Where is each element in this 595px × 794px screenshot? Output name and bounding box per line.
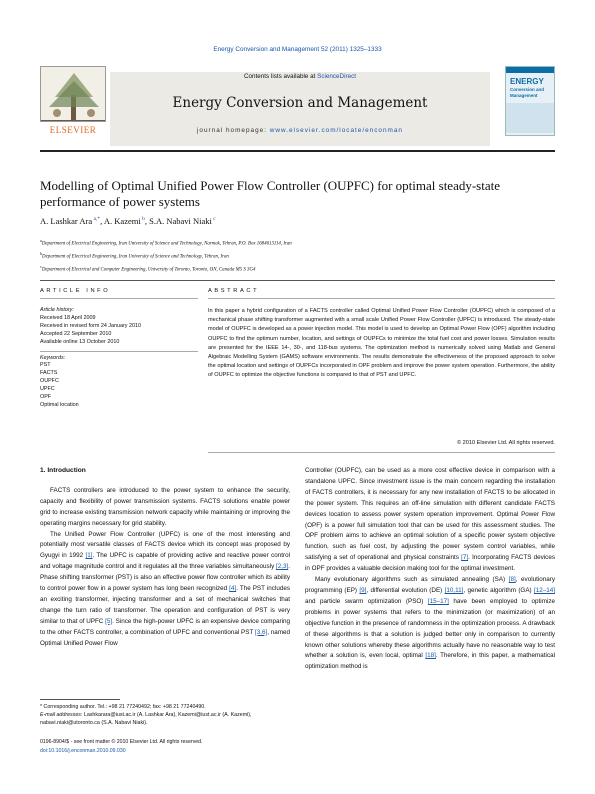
email-line — [40, 711, 295, 727]
footnote — [40, 703, 295, 728]
article-info — [40, 307, 198, 410]
citation-link[interactable]: [15–17] — [427, 597, 449, 605]
contents-prefix: Contents lists available at — [243, 73, 318, 80]
abstract-text: In this paper a hybrid configuration of a FACTS controller called Optimal Unified Power Flow Controller (OUPFC) which is composed of a mechanical phase shifting transformer augmented with a small scale Unified Power Flow Controller (UPFC) is introduced. The steady-state model of OUPFC is developed as a power injection model. This model is used to develop an Optimal Power Flow (OPF) algorithm including OUPFC to find the optimum number, location, and settings of OUPFCs to minimize the total fuel cost and power losses. Simulation results are presented for the IEEE 14-, 30-, and 118-bus systems. The optimization method is numerically solved using Matlab and General Algebraic Modelling System (GAMS) software environments. The results demonstrate the effectiveness of the proposed approach to solve the optimal location and settings of OUPFCs incorporated in OPF problem and improve the power system operation. Furthermore, the ability of OUPFC to optimize the objective functions is compared to that of PST and UPFC. — [208, 308, 555, 379]
contents-line — [110, 73, 490, 80]
citation-link[interactable]: [4] — [229, 585, 237, 593]
email-label: E-mail addresses: — [40, 712, 83, 719]
affiliation-marker: a — [40, 238, 42, 243]
cover-title: ENERGY — [510, 77, 544, 86]
citation-link[interactable]: [10,11] — [444, 586, 464, 594]
article-info-heading: ARTICLE INFO — [40, 288, 111, 294]
elsevier-tree-icon — [40, 66, 106, 122]
section-heading: 1. Introduction — [40, 467, 86, 474]
history-list — [40, 315, 198, 347]
affiliation-marker: c — [40, 264, 42, 270]
issn-line: 0196-8904/$ - see front matter © 2010 Elsevier Ltd. All rights reserved. — [40, 739, 203, 745]
author-separator: , — [100, 216, 104, 226]
citation-link[interactable]: [1] — [85, 552, 93, 560]
title-rule — [40, 280, 555, 281]
history-item: Received 18 April 2009 — [40, 314, 96, 321]
keyword: FACTS — [40, 370, 58, 377]
history-item: Accepted 22 September 2010 — [40, 330, 112, 337]
cover-subtitle-1: Conversion and — [510, 87, 545, 92]
homepage-prefix: journal homepage: — [197, 127, 270, 134]
citation-link[interactable]: [18] — [425, 652, 436, 660]
author-list — [40, 216, 216, 226]
footnote-rule — [40, 699, 120, 700]
citation-link[interactable]: [8] — [508, 576, 516, 584]
journal-homepage — [110, 127, 490, 134]
author-name[interactable]: S.A. Nabavi Niaki — [149, 216, 212, 226]
body-paragraph: Controller (OUPFC), can be used as a more cost effective device in comparison with a standalone UPFC. Since investment issue is the main concern regarding the installation of FACTS controllers, it is necessary for any new installation of FACTS to be allocated in the power system. This requires an off-line simulation with different candidate FACTS devices location to assess power system operation improvement. Optimal Power Flow (OPF) is a power full simulation tool that can be used for this assessment studies. The OPF problem aims to achieve an optimal solution of a specific power system objective function, such as fuel cost, by adjusting the power system control variables, while satisfying a set of operational and physical constraints [7]. Incorporating FACTS devices in OPF provides a valuable decision making tool for the optimal investment. — [305, 467, 555, 573]
homepage-link[interactable]: www.elsevier.com/locate/enconman — [269, 127, 403, 134]
copyright: © 2010 Elsevier Ltd. All rights reserved. — [456, 440, 555, 446]
affiliation-text: Department of Electrical and Computer Engineering, University of Toronto, Toronto, ON, Canada M5 S 3G4 — [41, 267, 256, 273]
keywords-label: Keywords: — [40, 354, 66, 361]
author-name[interactable]: A. Lashkar Ara — [40, 216, 93, 226]
keyword: OPF — [40, 394, 52, 401]
affiliation-line — [40, 262, 555, 275]
author-separator: , — [144, 216, 150, 226]
sciencedirect-link[interactable]: ScienceDirect — [317, 73, 356, 80]
affiliation-text: Department of Electrical Engineering, Iran University of Science and Technology, Tehran, Iran — [42, 254, 229, 260]
history-label: Article history: — [40, 307, 74, 313]
affiliation-text: Department of Electrical Engineering, Iran University of Science and Technology, Narmak, Tehran, P.O. Box 1684613114, Iran — [41, 241, 292, 247]
abstract-heading: ABSTRACT — [208, 288, 260, 294]
info-separator — [40, 351, 198, 352]
abstract-bottom-rule — [208, 452, 555, 453]
affiliation-marker: b — [40, 251, 43, 257]
abstract-rule — [208, 298, 555, 299]
citation-link[interactable]: [12–14] — [533, 586, 555, 594]
body-paragraph: Many evolutionary algorithms such as simulated annealing (SA) [8], evolutionary programming (EP) [9], differential evolution (DE) [10,11], genetic algorithm (GA) [12–14] and particle swarm optimization (PSO) [15–17] have been employed to optimize problems in power systems that refers to the minimization (or maximization) of an objective function in the presence of randomness in the optimization process. A drawback of these algorithms is that a solution is judged better only in comparison to currently known other solutions whereby these algorithms actually have no reasonable way to test whether a solution is, even local, optimal [18]. Therefore, in this paper, a mathematical optimization method is — [305, 576, 556, 671]
body-column-left — [40, 466, 290, 650]
journal-citation[interactable]: Energy Conversion and Management 52 (2011) 1325–1333 — [213, 46, 382, 53]
body-column-right — [305, 466, 555, 673]
affiliation-line — [40, 236, 555, 249]
author-affiliation-marker[interactable]: c — [211, 216, 216, 223]
citation-link[interactable]: [9] — [359, 586, 367, 594]
info-rule — [40, 298, 198, 299]
history-item: Received in revised form 24 January 2010 — [40, 322, 141, 329]
doi-link[interactable]: doi:10.1016/j.enconman.2010.09.030 — [40, 747, 126, 754]
author-affiliation-marker[interactable]: a,* — [92, 216, 101, 223]
citation-link[interactable]: [7] — [461, 554, 469, 562]
citation-link[interactable]: [5] — [105, 617, 113, 625]
issn-block — [40, 738, 295, 755]
corresponding-author: * Corresponding author. Tel.: +98 21 77240492; fax: +98 21 77240490. — [40, 704, 206, 710]
article-title: Modelling of Optimal Unified Power Flow Controller (OUPFC) for optimal steady-state performance of power systems — [40, 178, 500, 209]
keyword: PST — [40, 362, 51, 369]
keywords-list — [40, 362, 198, 409]
journal-title: Energy Conversion and Management — [172, 95, 428, 111]
header-rule — [40, 150, 555, 152]
citation-link[interactable]: [3,6] — [254, 628, 268, 636]
body-paragraph: The Unified Power Flow Controller (UPFC) is one of the most interesting and potentially most versatile classes of FACTS device which its concept was proposed by Gyugyi in 1992 [1]. The UPFC is capable of providing active and reactive power control and voltage magnitude control and it regulates all the three variables simultaneously [2,3]. Phase shifting transformer (PST) is also an effective power flow controller which its ability to control power flow in a power system has long been recognized [4]. The PST includes an exciting transformer, injecting transformer and a set of mechanical switches that change the turn ratio of transformer. The operation and configuration of PST is very similar to that of UPFC [5]. Since the high-power UPFC is an expensive device comparing to the other FACTS controller, a combination of UPFC and conventional PST [3,6], named Optimal Unified Power Flow — [40, 530, 290, 647]
keyword: Optimal location — [40, 401, 79, 408]
affiliation-line — [40, 249, 555, 262]
keyword: UPFC — [40, 386, 55, 393]
publisher-name: ELSEVIER — [49, 125, 97, 135]
email-addresses[interactable]: Lashkarara@iust.ac.ir (A. Lashkar Ara), Kazemi@iust.ac.ir (A. Kazemi), nabavi.niaki@utoronto.ca (S.A. Nabavi Niaki). — [40, 712, 252, 727]
body-paragraph: FACTS controllers are introduced to the power system to enhance the security, capacity and flexibility of power transmission systems. FACTS solutions enable power grid to increase existing transmission network capacity while maintaining or improving the operating margins necessary for grid stability. — [40, 486, 290, 527]
keyword: OUPFC — [40, 378, 59, 385]
journal-cover-thumbnail[interactable] — [505, 66, 555, 136]
affiliations — [40, 236, 555, 275]
history-item: Available online 13 October 2010 — [40, 338, 120, 345]
cover-subtitle-2: Management — [510, 93, 538, 98]
author-name[interactable]: A. Kazemi — [103, 216, 141, 226]
author-affiliation-marker[interactable]: b — [140, 216, 145, 223]
citation-link[interactable]: [2,3] — [275, 563, 289, 571]
